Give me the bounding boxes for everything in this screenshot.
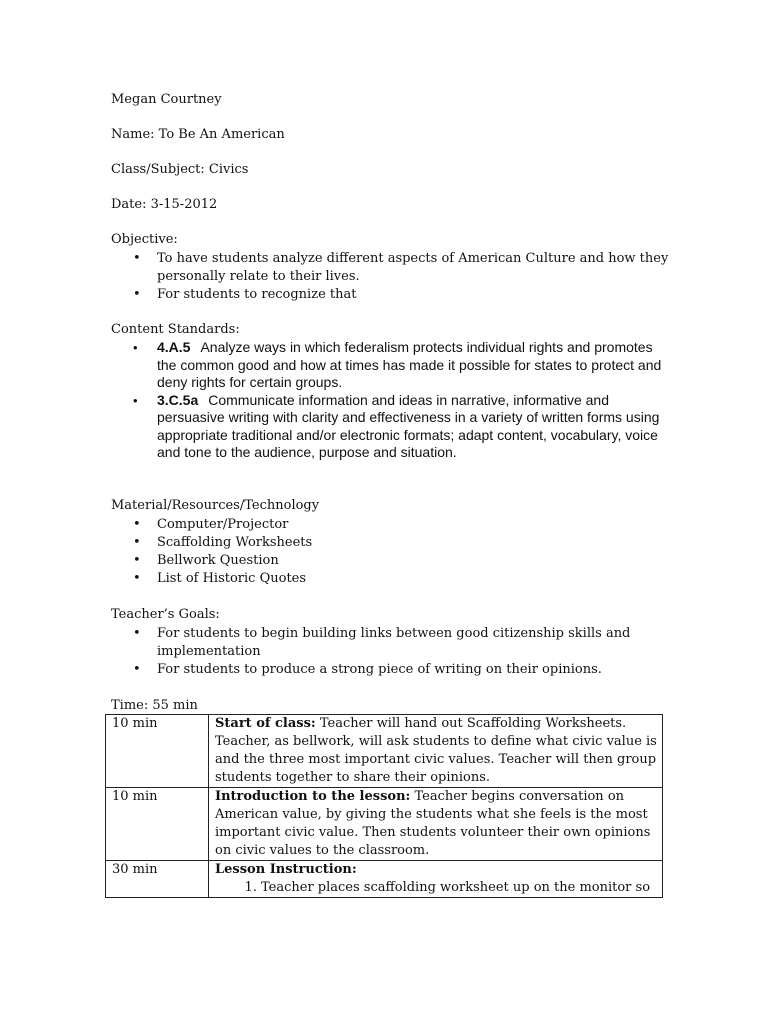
bullet-icon: •: [133, 626, 141, 641]
author-name: Megan Courtney: [111, 92, 222, 107]
schedule-table: [105, 714, 663, 898]
list-item: [111, 339, 671, 392]
content-standards-heading: Content Standards:: [111, 322, 240, 337]
goals-list: [111, 625, 671, 679]
list-item: • For students to recognize that: [133, 287, 357, 302]
list-item: • To have students analyze different aspects of American Culture and how they personally relate to their lives.: [133, 251, 669, 284]
schedule-time: 10 min: [106, 715, 209, 788]
bullet-icon: •: [133, 571, 141, 586]
schedule-activity: [209, 861, 663, 898]
activity-title: Lesson Instruction:: [215, 862, 357, 877]
instruction-steps: [215, 879, 658, 897]
schedule-time: 10 min: [106, 788, 209, 861]
table-row: [106, 861, 663, 898]
activity-title: Start of class:: [215, 716, 316, 731]
goals-heading: Teacher’s Goals:: [111, 607, 220, 622]
bullet-icon: •: [133, 251, 141, 266]
activity-text: Teacher will hand out Scaffolding Worksheets. Teacher, as bellwork, will ask students to define what civic value is and the three most important civic values. Teacher will then group students together to share their opinions.: [215, 716, 657, 785]
activity-text: Teacher begins conversation on American value, by giving the students what she feels is the most important civic value. Then students volunteer their own opinions on civic values to the classroom.: [215, 789, 651, 858]
bullet-icon: •: [133, 535, 141, 550]
objective-heading: Objective:: [111, 232, 178, 247]
list-item: [111, 392, 671, 462]
list-item: • List of Historic Quotes: [133, 571, 307, 586]
content-standards-list: [111, 339, 671, 462]
bullet-icon: •: [133, 392, 138, 408]
list-item: • Computer/Projector: [133, 517, 289, 532]
list-item: • For students to begin building links between good citizenship skills and implementation: [133, 626, 631, 659]
bullet-icon: •: [133, 340, 138, 355]
bullet-icon: •: [133, 287, 141, 302]
lesson-date: Date: 3-15-2012: [111, 197, 218, 212]
table-row: [106, 788, 663, 861]
time-total: Time: 55 min: [111, 698, 198, 713]
lesson-name: Name: To Be An American: [111, 127, 285, 142]
schedule-activity: [209, 715, 663, 788]
standard-text: Communicate information and ideas in narrative, informative and persuasive writing with clarity and effectiveness in a variety of written forms using appropriate traditional and/or electronic formats; adapt content, vocabulary, voice and tone to the audience, purpose and situation.: [157, 391, 660, 460]
bullet-icon: •: [133, 553, 141, 568]
table-row: [106, 715, 663, 788]
bullet-icon: •: [133, 517, 141, 532]
list-item: • For students to produce a strong piece of writing on their opinions.: [133, 662, 602, 677]
class-subject: Class/Subject: Civics: [111, 162, 249, 177]
schedule-activity: [209, 788, 663, 861]
standard-code: 4.A.5: [157, 339, 191, 355]
activity-title: Introduction to the lesson:: [215, 789, 411, 804]
list-item: • Scaffolding Worksheets: [133, 535, 313, 550]
list-item: • Bellwork Question: [133, 553, 279, 568]
materials-list: [111, 516, 671, 588]
standard-code: 3.C.5a: [157, 391, 199, 408]
objective-list: [111, 250, 671, 304]
materials-heading: Material/Resources/Technology: [111, 498, 320, 513]
standard-text: Analyze ways in which federalism protects individual rights and promotes the common good and how at times has made it possible for states to protect and deny rights for certain groups.: [157, 339, 662, 390]
list-item: 1. Teacher places scaffolding worksheet up on the monitor so: [261, 879, 658, 897]
bullet-icon: •: [133, 662, 141, 677]
schedule-time: 30 min: [106, 861, 209, 898]
